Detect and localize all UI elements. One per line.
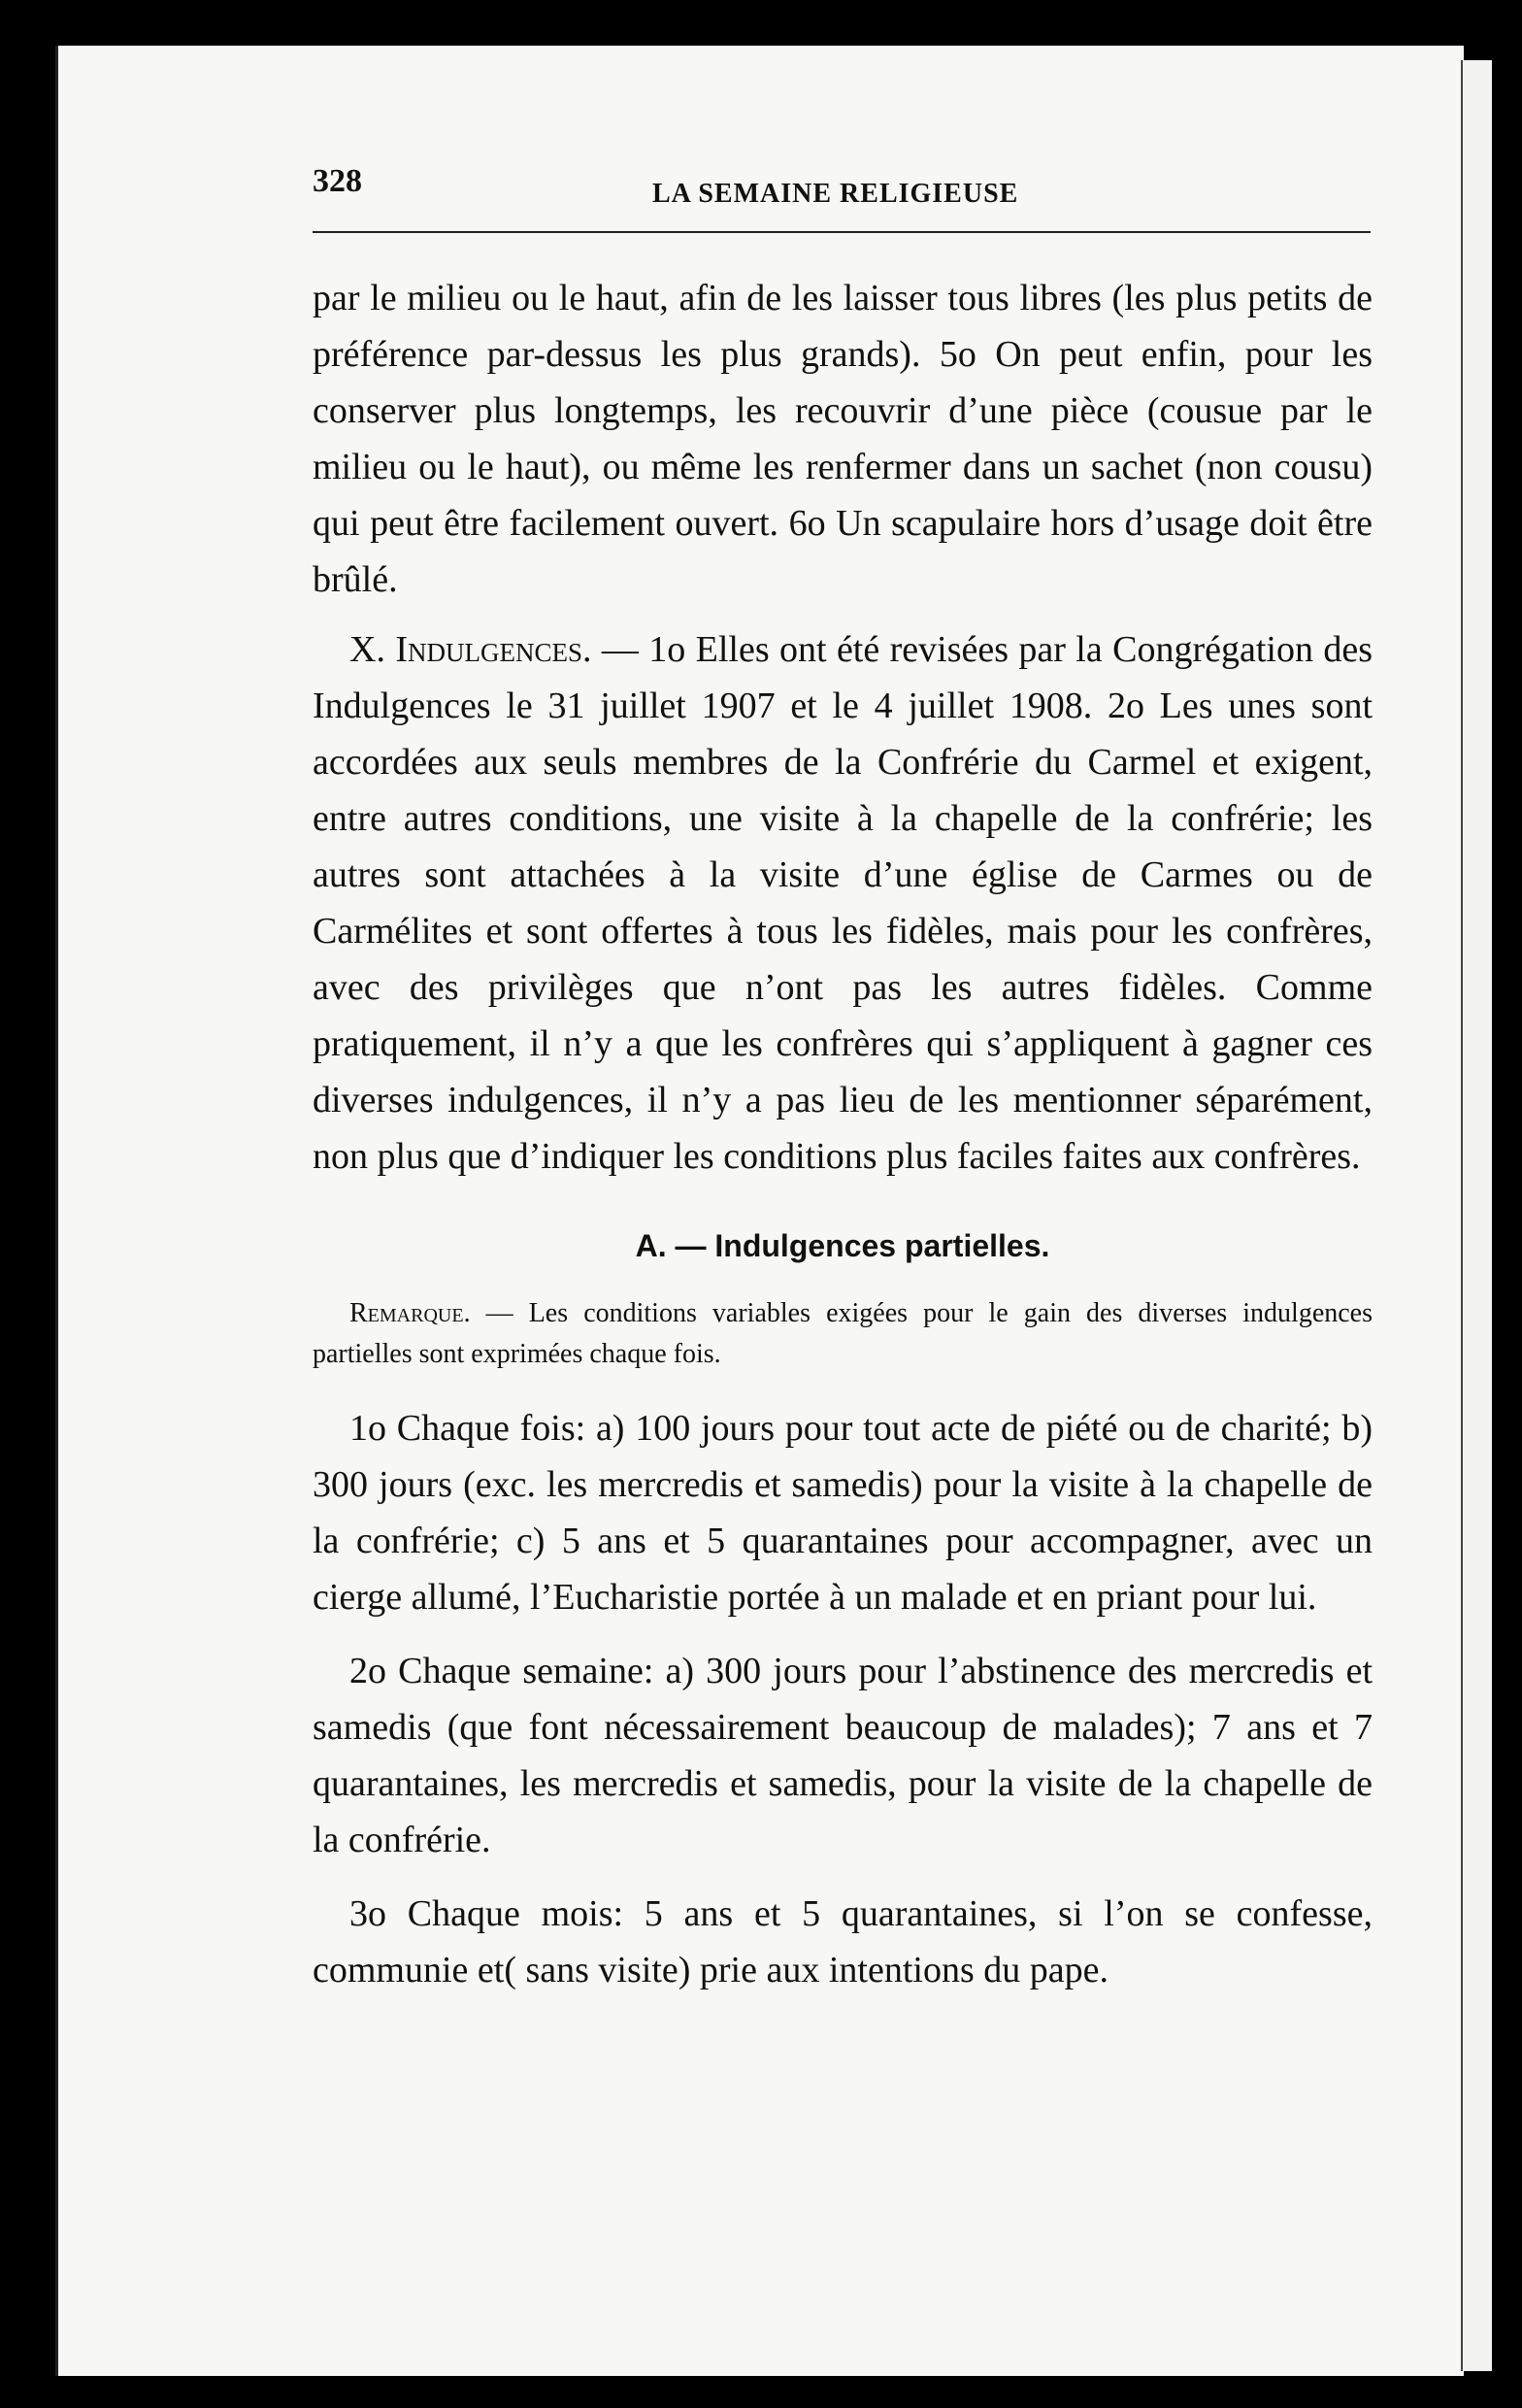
list-item-each-month: 3o Chaque mois: 5 ans et 5 quarantaines, si l’on se confesse, communie et( sans visite) prie aux intentions du pape. [313,1893,1373,1990]
section-title-indulgences: Indulgences. [395,629,592,670]
remark-note [313,1293,1373,1375]
section-number: X. [349,629,396,670]
list-item-each-time: 1o Chaque fois: a) 100 jours pour tout acte de piété ou de charité; b) 300 jours (exc. les mercredis et samedis) pour la visite à la chapelle de la confrérie; c) 5 ans et 5 quarantaines pour accompagner, avec un cierge allumé, l’Eucharistie portée à un malade et en priant pour lui. [313,1408,1373,1618]
header-rule [313,231,1371,233]
running-title: LA SEMAINE RELIGIEUSE [652,179,1019,209]
page-header [313,155,1371,233]
paragraph-scapular-care: par le milieu ou le haut, afin de les laisser tous libres (les plus petits de préférence par-dessus les plus grands). 5o On peut enfin, pour les conserver plus longtemps, les recouvrir d’une pièce (cousue par le milieu ou le haut), ou même les renfermer dans un sachet (non cousu) qui peut être facilement ouvert. 6o Un scapulaire hors d’usage doit être brûlé. [313,278,1373,600]
paragraph-indulgences [313,621,1373,1185]
remark-text: — Les conditions variables exigées pour le gain des diverses indulgences partielles sont exprimées chaque fois. [313,1298,1373,1369]
adjacent-page-edge [1461,60,1492,2371]
page-number: 328 [313,163,362,199]
remark-label: Remarque. [349,1298,471,1328]
section-heading: A. — Indulgences partielles. [635,1228,1050,1263]
page-body [313,270,1373,2016]
paragraph-indulgences-text: — 1o Elles ont été revisées par la Congrégation des Indulgences le 31 juillet 1907 et le 4 juillet 1908. 2o Les unes sont accordées aux seuls membres de la Confrérie du Carmel et exigent, entre autres conditions, une visite à la chapelle de la confrérie; les autres sont attachées à la visite d’une église de Carmes ou de Carmélites et sont offertes à tous les fidèles, mais pour les confrères, avec des privilèges que n’ont pas les autres fidèles. Comme pratiquement, il n’y a que les confrères qui s’appliquent à gagner ces diverses indulgences, il n’y a pas lieu de les mentionner séparément, non plus que d’indiquer les conditions plus faciles faites aux confrères. [313,629,1373,1177]
list-item-each-week: 2o Chaque semaine: a) 300 jours pour l’abstinence des mercredis et samedis (que font nécessairement beaucoup de malades); 7 ans et 7 quarantaines, les mercredis et samedis, pour la visite de la chapelle de la confrérie. [313,1651,1373,1860]
